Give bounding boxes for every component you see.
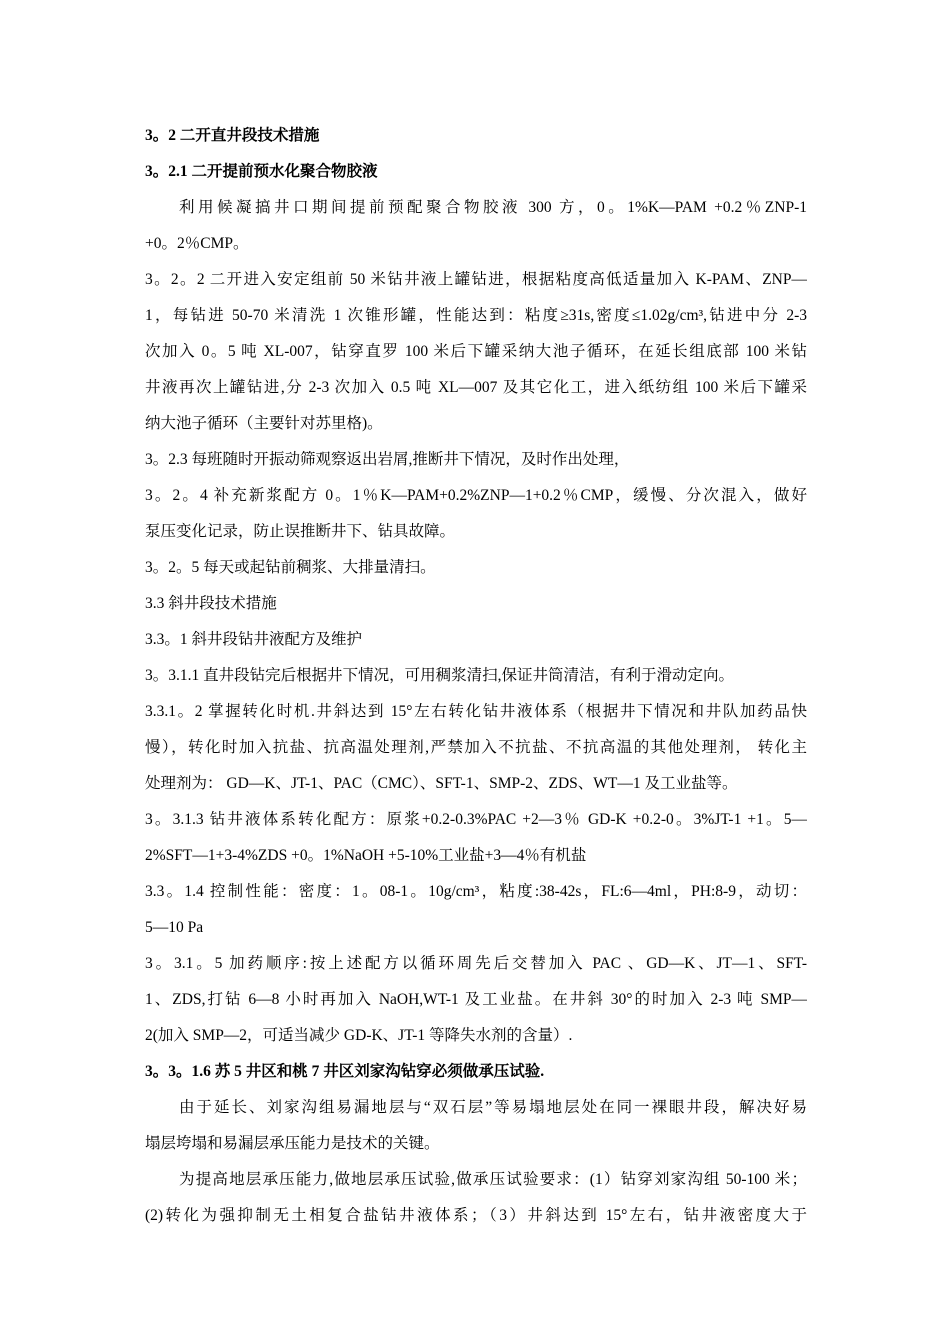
paragraph-line: 处理剂为： GD—K、JT-1、PAC（CMC）、SFT-1、SMP-2、ZDS、WT—1 及工业盐等。	[145, 775, 738, 792]
paragraph-line: 3。2。2 二开进入安定组前 50 米钻井液上罐钻进，根据粘度高低适量加入 K-PAM、ZNP—	[145, 271, 807, 288]
section-heading-3-2: 3。2 二开直井段技术措施	[145, 127, 320, 144]
paragraph-line: 3。3.1.3 钻井液体系转化配方：原浆+0.2-0.3%PAC +2—3％ GD-K +0.2-0。3%JT-1 +1。5—	[145, 811, 807, 828]
paragraph-line: +0。2％CMP。	[145, 235, 249, 252]
paragraph-line: 3。3.1.1 直井段钻完后根据井下情况，可用稠浆清扫,保证井筒清洁，有利于滑动定向。	[145, 667, 735, 684]
paragraph-line: 3.3.1。2 掌握转化时机.井斜达到 15°左右转化钻井液体系（根据井下情况和井队加药品快	[145, 703, 807, 720]
paragraph-line: 1，每钻进 50-70 米清洗 1 次锥形罐，性能达到：粘度≥31s,密度≤1.02g/cm³,钻进中分 2-3	[145, 307, 807, 324]
paragraph-line: 次加入 0。5 吨 XL-007，钻穿直罗 100 米后下罐采纳大池子循环，在延长组底部 100 米钻	[145, 343, 807, 360]
paragraph-line: 3。2。5 每天或起钻前稠浆、大排量清扫。	[145, 559, 436, 576]
paragraph-line: 3。3.1。5 加药顺序:按上述配方以循环周先后交替加入 PAC 、GD—K、JT—1、SFT-	[145, 955, 807, 972]
paragraph-line: (2)转化为强抑制无土相复合盐钻井液体系；（3）井斜达到 15°左右，钻井液密度大于	[145, 1207, 807, 1224]
document-page	[145, 118, 807, 1234]
paragraph-line: 泵压变化记录，防止误推断井下、钻具故障。	[145, 523, 456, 540]
paragraph-line: 纳大池子循环（主要针对苏里格)。	[145, 415, 383, 432]
paragraph-line: 利用候凝搞井口期间提前预配聚合物胶液 300 方，0。1%K—PAM +0.2％ZNP-1	[179, 199, 807, 216]
subsection-heading-3-3-1: 3.3。1 斜井段钻井液配方及维护	[145, 631, 363, 648]
paragraph-line: 3。2.3 每班随时开振动筛观察返出岩屑,推断井下情况，及时作出处理，	[145, 451, 630, 468]
paragraph-line: 2(加入 SMP—2，可适当减少 GD-K、JT-1 等降失水剂的含量）.	[145, 1027, 573, 1044]
paragraph-line: 5—10 Pa	[145, 919, 204, 936]
paragraph-line: 2%SFT—1+3-4%ZDS +0。1%NaOH +5-10%工业盐+3—4％有机盐	[145, 847, 587, 864]
paragraph-line: 3.3。1.4 控制性能：密度：1。08-1。10g/cm³，粘度:38-42s，FL:6—4ml，PH:8-9，动切：	[145, 883, 807, 900]
subsection-heading-3-2-1: 3。2.1 二开提前预水化聚合物胶液	[145, 163, 378, 180]
paragraph-line: 慢），转化时加入抗盐、抗高温处理剂,严禁加入不抗盐、不抗高温的其他处理剂， 转化主	[145, 739, 807, 756]
paragraph-line: 井液再次上罐钻进,分 2-3 次加入 0.5 吨 XL—007 及其它化工，进入纸纺组 100 米后下罐采	[145, 379, 807, 396]
section-heading-3-3: 3.3 斜井段技术措施	[145, 595, 277, 612]
paragraph-line: 1、ZDS,打钻 6—8 小时再加入 NaOH,WT-1 及工业盐。在井斜 30°的时加入 2-3 吨 SMP—	[145, 991, 807, 1008]
paragraph-line: 为提高地层承压能力,做地层承压试验,做承压试验要求：(1）钻穿刘家沟组 50-100 米；	[179, 1171, 807, 1188]
paragraph-line: 3。2。4 补充新浆配方 0。1％K—PAM+0.2%ZNP—1+0.2％CMP，缓慢、分次混入，做好	[145, 487, 807, 504]
paragraph-line: 由于延长、刘家沟组易漏地层与“双石层”等易塌地层处在同一裸眼井段，解决好易	[179, 1099, 807, 1116]
subsection-heading-3-3-1-6: 3。3。1.6 苏 5 井区和桃 7 井区刘家沟钻穿必须做承压试验.	[145, 1063, 545, 1080]
paragraph-line: 塌层垮塌和易漏层承压能力是技术的关键。	[145, 1135, 440, 1152]
